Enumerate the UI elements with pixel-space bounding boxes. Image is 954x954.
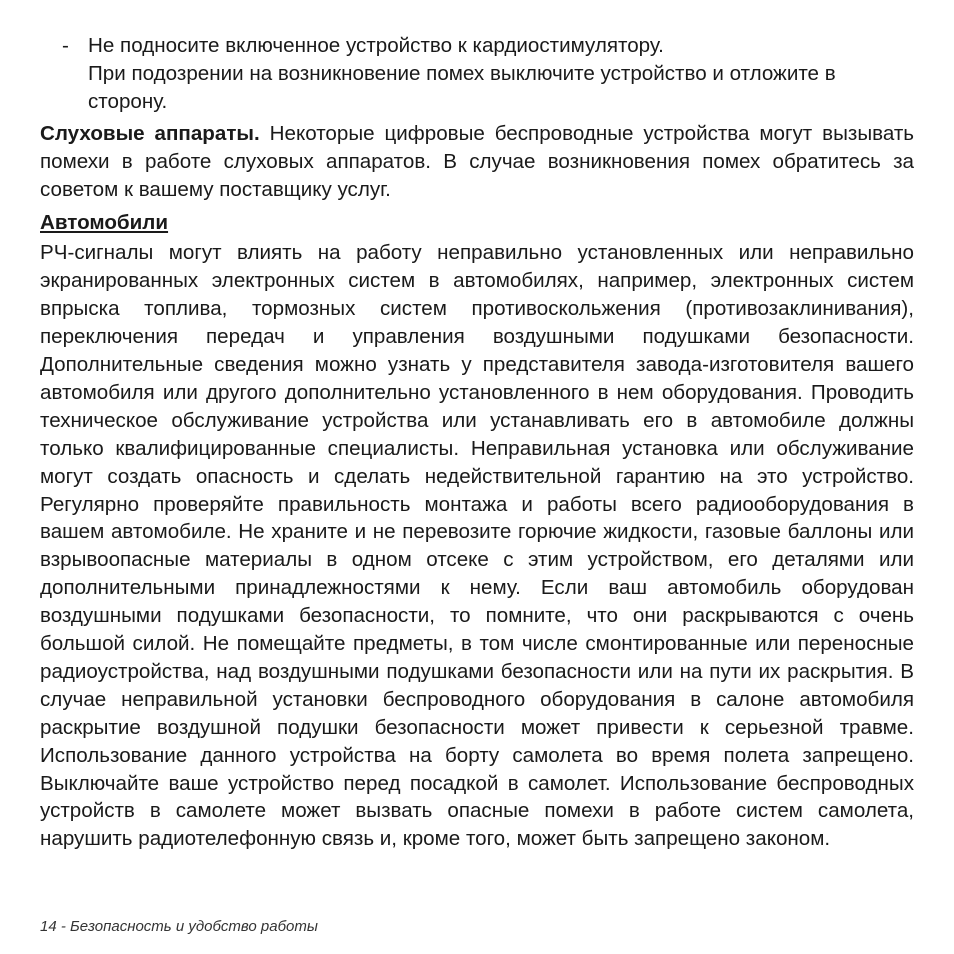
page-footer: 14 - Безопасность и удобство работы (40, 918, 318, 935)
document-page (40, 32, 914, 853)
pacemaker-bullet (40, 32, 914, 116)
cars-heading: Автомобили (40, 211, 169, 235)
pacemaker-warning: Не подносите включенное устройство к кардиостимулятору. (88, 34, 664, 57)
hearing-aids-label: Слуховые аппараты. (40, 121, 260, 145)
interference-advice: При подозрении на возникновение помех выключите устройство и отложите в сторону. (88, 61, 836, 113)
bullet-dash: - (62, 34, 69, 57)
hearing-aids-text: Некоторые цифровые беспроводные устройства могут вызывать помехи в работе слуховых аппаратов. В случае возникновения помех обратитесь за советом к вашему поставщику услуг. (40, 121, 914, 201)
hearing-aids-paragraph (40, 120, 914, 204)
cars-paragraph: РЧ-сигналы могут влиять на работу неправильно установленных или неправильно экранированных электронных систем в автомобилях, например, электронных систем впрыска топлива, тормозных систем противоскольжения (противозаклинивания), переключения передач и управления воздушными подушками безопасности. Дополнительные сведения можно узнать у представителя завода-изготовителя вашего автомобиля или другого дополнительно установленного в нем оборудования. Проводить техническое обслуживание устройства или устанавливать его в автомобиле должны только квалифицированные специалисты. Неправильная установка или обслуживание могут создать опасность и сделать недействительной гарантию на это устройство. Регулярно проверяйте правильность монтажа и работы всего радиооборудования в вашем автомобиле. Не храните и не перевозите горючие жидкости, газовые баллоны или взрывоопасные материалы в одном отсеке с этим устройством, его деталями или дополнительными принадлежностями к нему. Если ваш автомобиль оборудован воздушными подушками безопасности, то помните, что они раскрываются с очень большой силой. Не помещайте предметы, в том числе смонтированные или переносные радиоустройства, над воздушными подушками безопасности или на пути их раскрытия. В случае неправильной установки беспроводного оборудования в салоне автомобиля раскрытие воздушной подушки безопасности может привести к серьезной травме. Использование данного устройства на борту самолета во время полета запрещено. Выключайте ваше устройство перед посадкой в самолет. Использование беспроводных устройств в самолете может вызвать опасные помехи в работе систем самолета, нарушить радиотелефонную связь и, кроме того, может быть запрещено законом. (40, 241, 914, 851)
